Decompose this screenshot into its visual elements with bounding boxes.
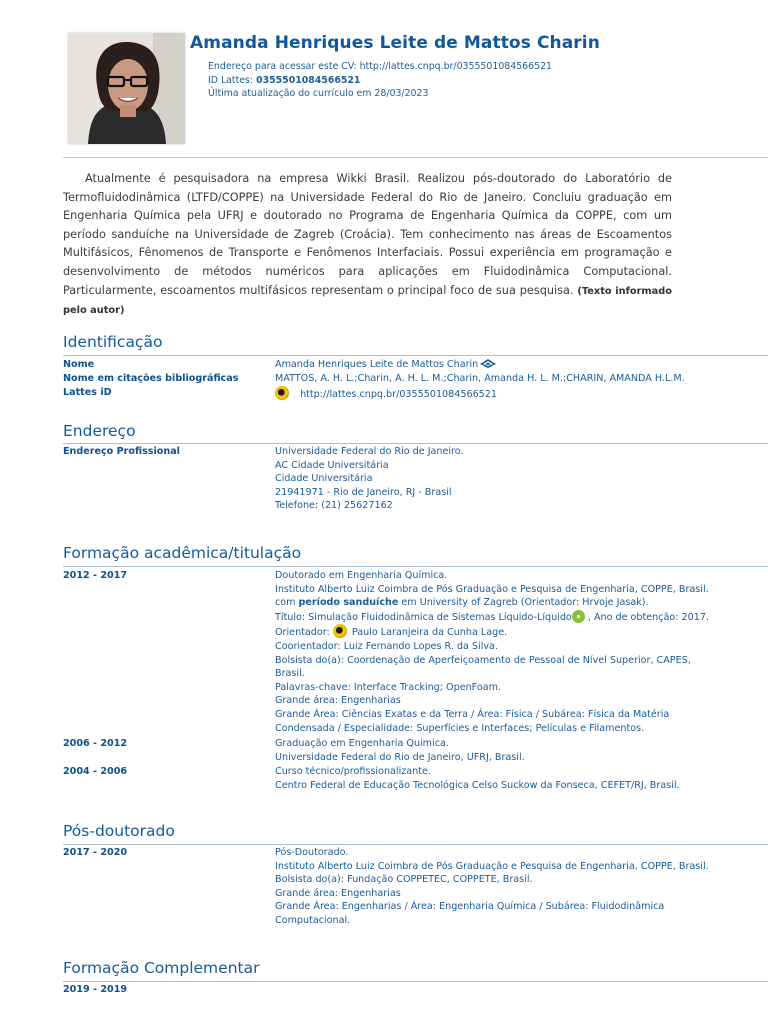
researcher-name: Amanda Henriques Leite de Mattos Charin	[190, 33, 600, 53]
lattes-id-icon[interactable]	[333, 624, 347, 638]
advisor-name[interactable]: Paulo Laranjeira da Cunha Lage.	[351, 627, 508, 639]
institution-line: Centro Federal de Educação Tecnológica Celso Suckow da Fonseca, CEFET/RJ, Brasil.	[275, 779, 680, 791]
area-line: Grande Área: Ciências Exatas e da Terra / Área: Física / Subárea: Física da Matéria	[275, 708, 670, 720]
lattes-url-link[interactable]: http://lattes.cnpq.br/0355501084566521	[300, 389, 497, 400]
row-value	[275, 445, 735, 513]
institution-line: Universidade Federal do Rio de Janeiro, UFRJ, Brasil.	[275, 751, 525, 763]
row-period: 2012 - 2017	[63, 570, 128, 581]
row-value	[275, 569, 735, 735]
cv-header	[0, 0, 768, 158]
scholarship-line: Brasil.	[275, 668, 305, 680]
lattes-id-icon[interactable]	[275, 386, 289, 400]
area-line: Grande área: Engenharias	[275, 887, 401, 899]
certified-badge-icon	[479, 358, 497, 369]
keywords-line: Palavras-chave: Interface Tracking; OpenFoam.	[275, 681, 501, 693]
area-line: Computacional.	[275, 914, 351, 926]
section-title-endereco: Endereço	[63, 422, 136, 440]
address-line: AC Cidade Universitária	[275, 459, 389, 471]
green-badge-icon[interactable]	[572, 610, 585, 623]
row-value	[275, 358, 735, 372]
row-period: 2006 - 2012	[63, 738, 128, 749]
section-title-formacao: Formação acadêmica/titulação	[63, 544, 302, 562]
row-label: Nome em citações bibliográficas	[63, 373, 239, 384]
thesis-title-line	[275, 610, 735, 625]
institution-line: Instituto Alberto Luiz Coimbra de Pós Graduação e Pesquisa de Engenharia, COPPE, Brasil.	[275, 860, 709, 872]
cv-meta	[208, 60, 552, 101]
address-line: Universidade Federal do Rio de Janeiro.	[275, 446, 464, 457]
row-period: 2019 - 2019	[63, 984, 128, 995]
row-value: MATTOS, A. H. L.;Charin, A. H. L. M.;Charin, Amanda H. L. M.;CHARIN, AMANDA H.L.M.	[275, 373, 685, 384]
nome-value: Amanda Henriques Leite de Mattos Charin	[275, 359, 479, 370]
last-update-line: Última atualização do currículo em 28/03/2023	[208, 88, 429, 99]
lattes-id-label: ID Lattes:	[208, 74, 257, 86]
degree-line: Graduação em Engenharia Química.	[275, 738, 449, 749]
coadvisor-line: Coorientador: Luiz Fernando Lopes R. da Silva.	[275, 640, 498, 652]
address-line: 21941971 - Rio de Janeiro, RJ - Brasil	[275, 486, 452, 498]
abstract-note: (Texto informado pelo autor)	[63, 285, 672, 317]
profile-photo	[68, 33, 185, 144]
portrait-illustration	[68, 33, 185, 144]
abstract-text: Atualmente é pesquisadora na empresa Wikki Brasil. Realizou pós-doutorado do Laboratório de Termofluidodinâmica (LTFD/COPPE) na Universidade Federal do Rio de Janeiro. Concluiu graduação em Engenharia Química pela UFRJ e doutorado no Programa de Engenharia Química da COPPE, com um período sanduíche na Universidade de Zagreb (Croácia). Tem conhecimento nas áreas de Escoamentos Multifásicos, Fênomenos de Transporte e Fenômenos Interfaciais. Possui experiência em programação e desenvolvimento de métodos numéricos para aplicações em Fluidodinâmica Computacional. Particularmente, escoamentos multifásicos representam o principal foco de sua pesquisa.	[63, 172, 672, 297]
row-value	[275, 765, 735, 792]
area-line: Grande Área: Engenharias / Área: Engenharia Química / Subárea: Fluidodinâmica	[275, 901, 665, 913]
text-fragment: Título: Simulação Fluidodinâmica de Sistemas Líquido-Líquido	[275, 611, 572, 623]
row-value	[275, 386, 735, 402]
degree-line: Doutorado em Engenharia Química.	[275, 570, 448, 581]
cv-url-line[interactable]: Endereço para acessar este CV: http://lattes.cnpq.br/0355501084566521	[208, 61, 552, 72]
section-title-identificacao: Identificação	[63, 333, 163, 351]
section-divider	[63, 355, 768, 356]
row-period: 2017 - 2020	[63, 847, 128, 858]
text-fragment-bold: período sanduíche	[298, 597, 399, 609]
scholarship-line: Bolsista do(a): Fundação COPPETEC, COPPETE, Brasil.	[275, 874, 533, 886]
section-title-complementar: Formação Complementar	[63, 959, 260, 977]
text-fragment: Orientador:	[275, 627, 333, 639]
section-divider	[63, 844, 768, 845]
sandwich-line	[275, 596, 735, 610]
lattes-id-value: 0355501084566521	[256, 74, 361, 86]
text-fragment: com	[275, 597, 299, 609]
text-fragment: em University of Zagreb (Orientador: Hrvoje Jasak).	[398, 597, 649, 609]
degree-line: Curso técnico/profissionalizante.	[275, 766, 431, 777]
address-line: Telefone: (21) 25627162	[275, 500, 393, 512]
row-label: Lattes iD	[63, 387, 112, 398]
area-line: Condensada / Especialidade: Superfícies e Interfaces; Películas e Filamentos.	[275, 722, 645, 734]
row-value	[275, 846, 735, 928]
row-value	[275, 737, 735, 764]
address-line: Cidade Universitária	[275, 473, 373, 485]
text-fragment: , Ano de obtenção: 2017.	[584, 611, 710, 623]
degree-line: Pós-Doutorado.	[275, 847, 349, 858]
row-label: Nome	[63, 359, 95, 370]
section-title-posdoc: Pós-doutorado	[63, 822, 175, 840]
scholarship-line: Bolsista do(a): Coordenação de Aperfeiçoamento de Pessoal de Nível Superior, CAPES,	[275, 654, 691, 666]
lattes-id-line	[208, 74, 552, 88]
row-label: Endereço Profissional	[63, 446, 180, 457]
section-divider	[63, 981, 768, 982]
area-line: Grande área: Engenharias	[275, 695, 401, 707]
section-divider	[63, 443, 768, 444]
advisor-line	[275, 624, 735, 640]
institution-line: Instituto Alberto Luiz Coimbra de Pós Graduação e Pesquisa de Engenharia, COPPE, Brasil.	[275, 583, 709, 595]
abstract	[63, 170, 672, 321]
section-divider	[63, 566, 768, 567]
row-period: 2004 - 2006	[63, 766, 128, 777]
header-divider	[63, 157, 768, 158]
